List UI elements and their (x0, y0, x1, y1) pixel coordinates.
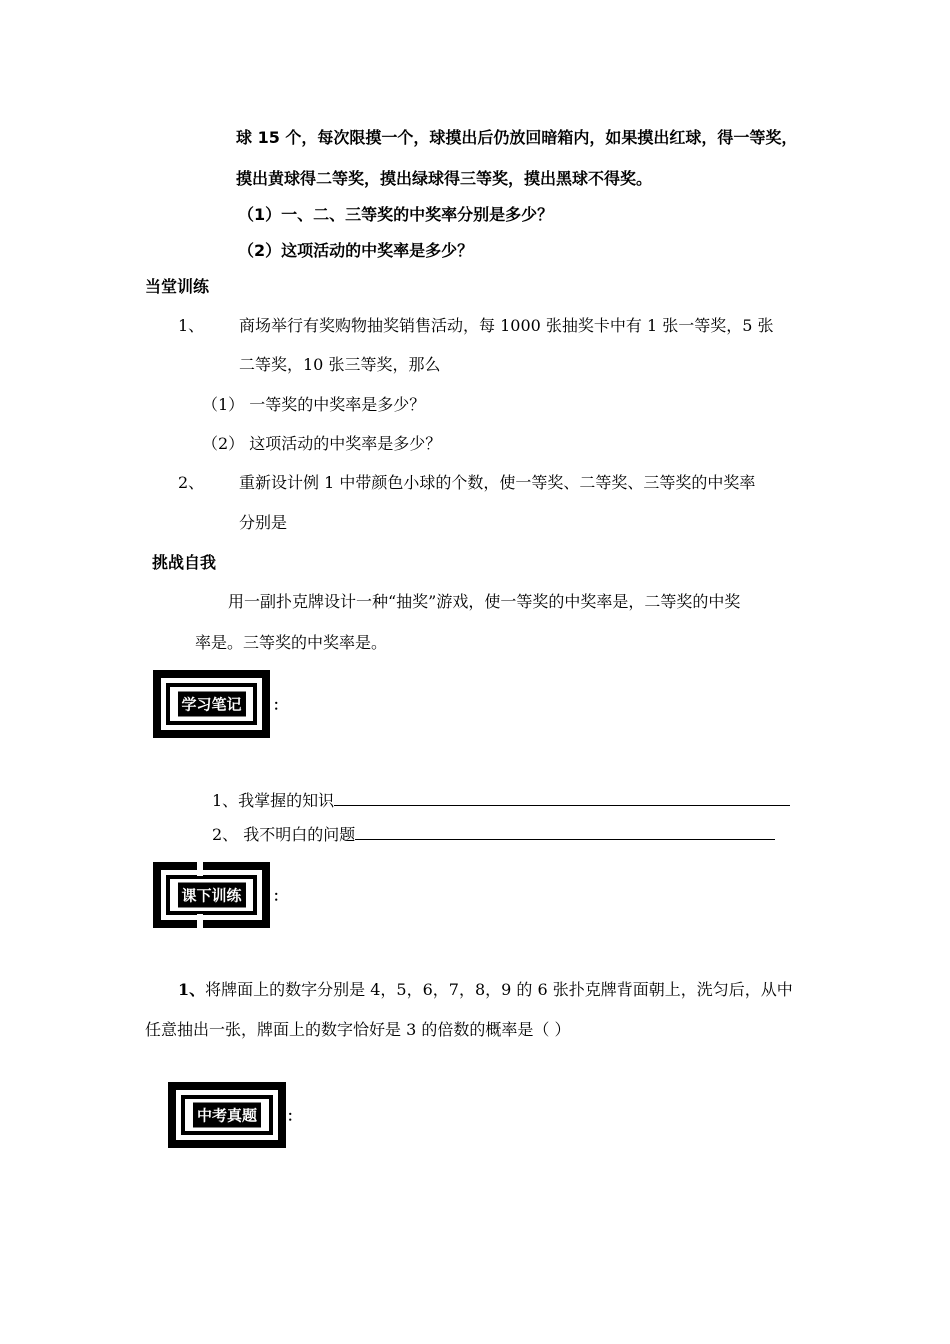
exam-banner (168, 1082, 286, 1148)
practice-item-1-number: 1、 (178, 316, 205, 335)
homework-question-1-line-1 (178, 982, 793, 998)
practice-item-2-line-2: 分别是 (239, 513, 288, 532)
example-question-1: （1）一、二、三等奖的中奖率分别是多少？ (238, 205, 554, 224)
homework-banner (153, 862, 270, 928)
homework-question-1-line-2: 任意抽出一张，牌面上的数字恰好是 3 的倍数的概率是（ ） (145, 1020, 571, 1039)
practice-item-1-question-1: （1） 一等奖的中奖率是多少？ (202, 395, 426, 414)
notes-item-1-blank[interactable] (334, 791, 790, 806)
exam-colon: ： (287, 1109, 301, 1125)
homework-label: 课下训练 (177, 883, 245, 908)
practice-item-1-question-2: （2） 这项活动的中奖率是多少？ (202, 434, 442, 453)
study-notes-label: 学习笔记 (177, 692, 245, 717)
example-question-2: （2）这项活动的中奖率是多少？ (238, 241, 474, 260)
notes-item-1-label: 1、我掌握的知识 (212, 791, 335, 810)
challenge-line-1: 用一副扑克牌设计一种“抽奖”游戏，使一等奖的中奖率是，二等奖的中奖 (228, 592, 741, 611)
practice-item-2-number: 2、 (178, 473, 205, 492)
homework-question-1-text: 将牌面上的数字分别是 4，5，6，7，8，9 的 6 张扑克牌背面朝上，洗匀后，从中 (205, 980, 793, 999)
example-line-1: 球 15 个，每次限摸一个，球摸出后仍放回暗箱内，如果摸出红球，得一等奖， (236, 128, 798, 147)
homework-colon: ： (273, 889, 287, 905)
practice-item-1-line-1: 商场举行有奖购物抽奖销售活动，每 1000 张抽奖卡中有 1 张一等奖，5 张 (239, 316, 774, 335)
example-line-2: 摸出黄球得二等奖，摸出绿球得三等奖，摸出黑球不得奖。 (236, 169, 653, 188)
exam-label: 中考真题 (193, 1103, 261, 1128)
study-notes-colon: ： (273, 698, 287, 714)
homework-banner-gap-bottom (197, 914, 203, 928)
notes-item-2-label: 2、 我不明白的问题 (212, 825, 356, 844)
challenge-heading: 挑战自我 (152, 553, 217, 572)
practice-item-1-line-2: 二等奖，10 张三等奖，那么 (239, 355, 441, 374)
notes-item-2 (212, 825, 775, 843)
study-notes-banner (153, 670, 270, 738)
homework-question-1-number: 1、 (178, 980, 206, 999)
homework-banner-gap-top (197, 862, 203, 876)
challenge-line-2: 率是。三等奖的中奖率是。 (195, 633, 388, 652)
practice-item-2-line-1: 重新设计例 1 中带颜色小球的个数，使一等奖、二等奖、三等奖的中奖率 (239, 473, 756, 492)
practice-heading: 当堂训练 (145, 277, 210, 296)
notes-item-1 (212, 791, 790, 809)
notes-item-2-blank[interactable] (355, 825, 775, 840)
